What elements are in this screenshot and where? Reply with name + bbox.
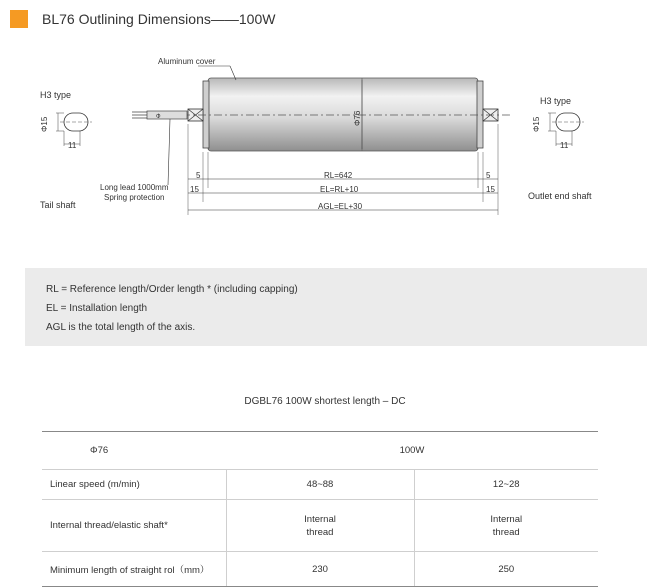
dim-5-left: 5 <box>196 171 201 180</box>
cell-shaft-b <box>414 500 598 552</box>
note-rl: RL = Reference length/Order length * (including capping) <box>46 284 298 295</box>
spring-protection-label: Spring protection <box>104 193 165 202</box>
title-accent-square <box>10 10 28 28</box>
dimension-drawing <box>0 40 650 270</box>
cell-min-length-a: 230 <box>226 552 414 587</box>
cell-speed-b: 12~28 <box>414 470 598 500</box>
outlet-end-shaft-label: Outlet end shaft <box>528 191 592 201</box>
cell-shaft-b-line2: thread <box>492 526 520 538</box>
aluminum-cover-label: Aluminum cover <box>158 57 216 66</box>
table-row <box>42 500 598 552</box>
page-title: BL76 Outlining Dimensions——100W <box>42 11 276 27</box>
spec-table <box>42 431 598 587</box>
note-el: EL = Installation length <box>46 303 148 314</box>
header-diameter: Φ76 <box>42 432 226 470</box>
j1-right-label: 11 <box>560 141 569 150</box>
note-agl: AGL is the total length of the axis. <box>46 322 196 333</box>
dim-5-right: 5 <box>486 171 491 180</box>
title-bar <box>10 9 275 29</box>
phi15-right-label: Φ15 <box>532 116 541 132</box>
table-title: DGBL76 100W shortest length – DC <box>244 396 406 407</box>
cell-shaft-a-line2: thread <box>306 526 334 538</box>
roller-tube <box>208 78 478 151</box>
row-label-min-length: Minimum length of straight rol（mm） <box>42 552 226 587</box>
row-label-speed: Linear speed (m/min) <box>42 470 226 500</box>
cable-lead <box>147 111 187 119</box>
table-row <box>42 470 598 500</box>
left-end-cap <box>203 81 209 148</box>
el-dimension-label: EL=RL+10 <box>320 185 359 194</box>
header-power: 100W <box>226 432 598 470</box>
h3-type-right-label: H3 type <box>540 96 572 106</box>
cell-speed-a: 48~88 <box>226 470 414 500</box>
table-row <box>42 552 598 587</box>
cell-shaft-a <box>226 500 414 552</box>
phi15-left-label: Φ15 <box>40 116 49 132</box>
cell-shaft-a-line1: Internal <box>304 513 336 525</box>
long-lead-label: Long lead 1000mm <box>100 183 169 192</box>
svg-text:Ф: Ф <box>156 114 161 120</box>
row-label-shaft: Internal thread/elastic shaft* <box>42 500 226 552</box>
definitions-panel <box>25 268 647 346</box>
j1-left-label: 11 <box>68 141 77 150</box>
cell-min-length-b: 250 <box>414 552 598 587</box>
tail-shaft-label: Tail shaft <box>40 200 76 210</box>
dim-15-right: 15 <box>486 185 495 194</box>
agl-dimension-label: AGL=EL+30 <box>318 202 363 211</box>
right-end-cap <box>477 81 483 148</box>
roller-drawing-svg <box>0 40 650 270</box>
table-header-row <box>42 432 598 470</box>
cell-shaft-b-line1: Internal <box>490 513 523 525</box>
rl-dimension-label: RL=642 <box>324 171 353 180</box>
h3-type-left-label: H3 type <box>40 90 72 100</box>
phi76-label: Φ76 <box>353 110 362 126</box>
dim-15-left: 15 <box>190 185 199 194</box>
